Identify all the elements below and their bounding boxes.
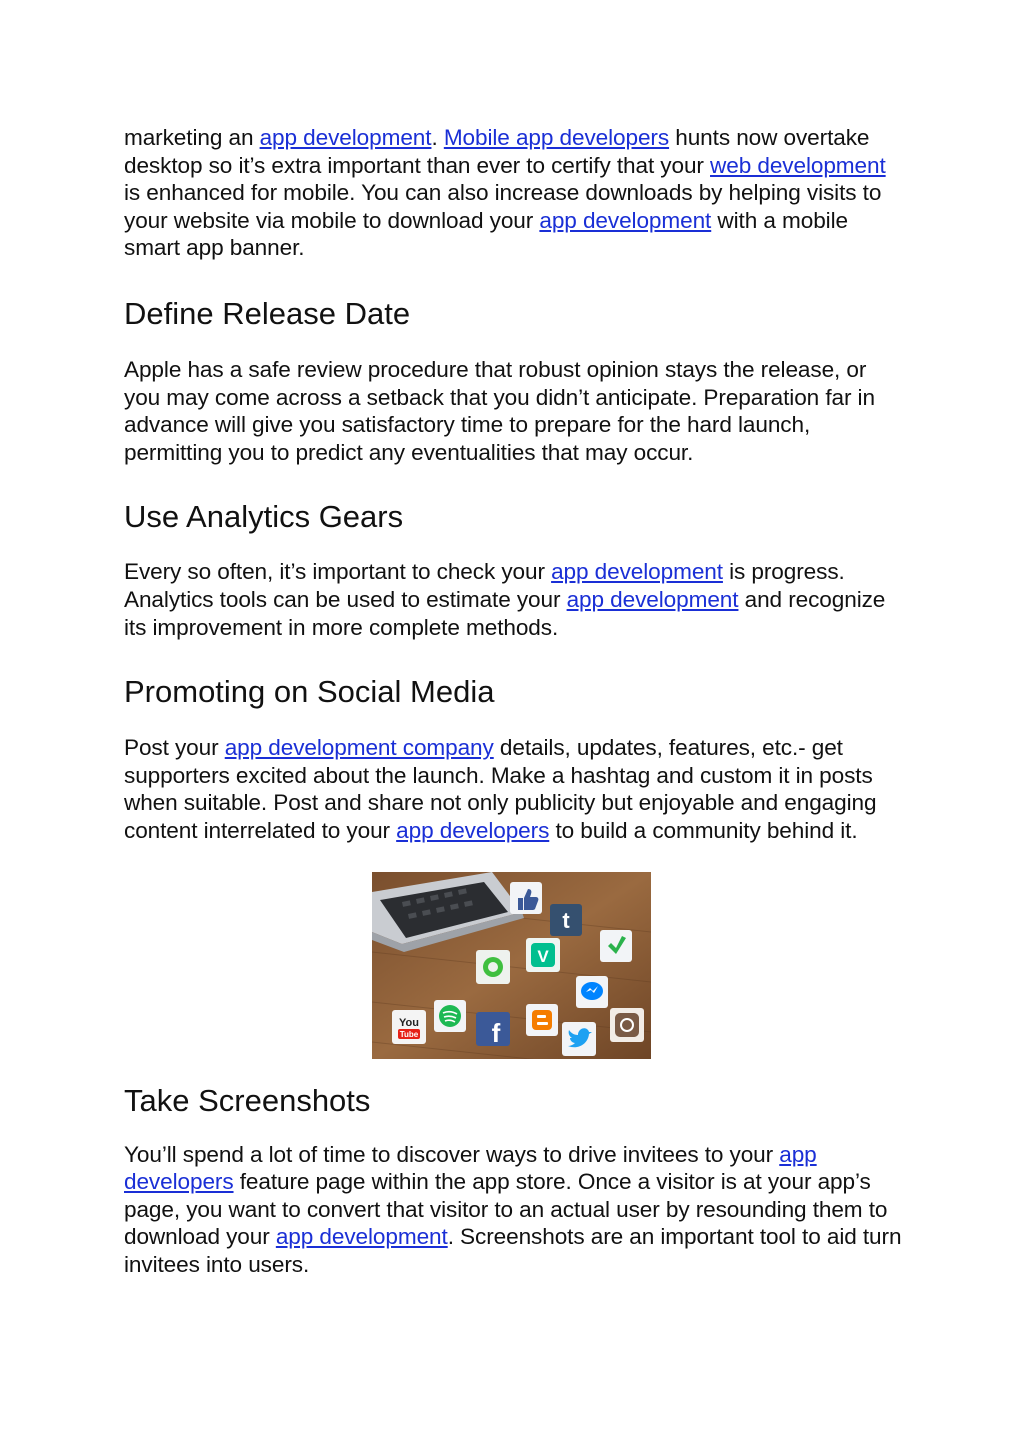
section-heading-screenshots: Take Screenshots: [124, 1082, 371, 1118]
svg-text:Tube: Tube: [399, 1029, 419, 1039]
screenshots-text-3: . Screenshots are an important tool to aid turn invitees into users.: [124, 1224, 902, 1277]
screenshots-text-1: You’ll spend a lot of time to discover ways to drive invitees to your: [124, 1141, 780, 1167]
vine-cube-icon: [526, 938, 560, 972]
section-heading-analytics: Use Analytics Gears: [124, 499, 404, 535]
intro-text-2: .: [431, 125, 444, 150]
release-paragraph: Apple has a safe review procedure that robust opinion stays the release, or you may come across a setback that you didn’t anticipate. Preparation far in advance will give you satisfactory time to prepare for the hard launch, permitting you to predict any eventualities that may occur.: [124, 356, 875, 465]
social-text-2: details, updates, features, etc.- get supporters excited about the launch. Make a hashtag and custom it in posts when suitable. Post and share not only publicity but enjoyable and engaging content interrelated to your: [124, 735, 877, 843]
tumblr-cube-icon: [550, 904, 582, 936]
svg-text:f: f: [491, 1017, 501, 1048]
blogger-cube-icon: [526, 1004, 558, 1036]
youtube-cube-icon: [392, 1010, 426, 1044]
svg-text:V: V: [537, 946, 549, 966]
app-development-link[interactable]: app development: [551, 559, 723, 585]
social-text-3: to build a community behind it.: [549, 817, 858, 843]
app-development-link[interactable]: app development: [566, 586, 739, 612]
wechat-cube-icon: [476, 950, 510, 984]
app-developers-link[interactable]: app developers: [124, 1141, 817, 1195]
social-paragraph: [124, 734, 904, 844]
intro-text-4: is enhanced for mobile. You can also increase downloads by helping visits to your website via mobile to download your: [124, 180, 882, 233]
social-text-1: Post your: [124, 735, 225, 761]
facebook-cube-icon: [476, 1012, 510, 1048]
app-development-company-link[interactable]: app development company: [224, 735, 494, 761]
svg-text:You: You: [399, 1016, 419, 1029]
feedly-cube-icon: [600, 930, 632, 962]
analytics-text-3: and recognize its improvement in more complete methods.: [124, 586, 886, 640]
intro-text-3: hunts now overtake desktop so it’s extra important than ever to certify that your: [124, 125, 870, 178]
section-heading-social-media: Promoting on Social Media: [124, 674, 495, 710]
app-development-link[interactable]: app development: [275, 1224, 448, 1250]
analytics-text-1: Every so often, it’s important to check your: [124, 559, 552, 585]
app-development-link[interactable]: app development: [539, 207, 712, 233]
document-page: [124, 124, 904, 1278]
social-media-photo: [372, 872, 651, 1059]
social-media-illustration: [372, 872, 651, 1059]
section-heading-release-date: Define Release Date: [124, 295, 411, 331]
app-developers-link[interactable]: app developers: [396, 817, 550, 843]
intro-text-1: marketing an: [124, 125, 260, 150]
analytics-paragraph: [124, 558, 904, 641]
analytics-text-2: is progress. Analytics tools can be used to estimate your: [124, 559, 845, 612]
app-development-link[interactable]: app development: [259, 125, 432, 150]
mobile-app-developers-link[interactable]: Mobile app developers: [443, 125, 670, 150]
spotify-cube-icon: [434, 1000, 466, 1032]
intro-paragraph: [124, 124, 904, 262]
intro-text-5: with a mobile smart app banner.: [124, 207, 848, 261]
svg-text:t: t: [562, 907, 570, 933]
messenger-cube-icon: [576, 976, 608, 1008]
facebook-like-cube-icon: [510, 882, 542, 914]
screenshots-paragraph: [124, 1141, 904, 1279]
instagram-cube-icon: [610, 1008, 644, 1042]
web-development-link[interactable]: web development: [710, 152, 886, 178]
twitter-cube-icon: [562, 1022, 596, 1056]
screenshots-text-2: feature page within the app store. Once a visitor is at your app’s page, you want to convert that visitor to an actual user by resounding them to download your: [124, 1169, 888, 1250]
